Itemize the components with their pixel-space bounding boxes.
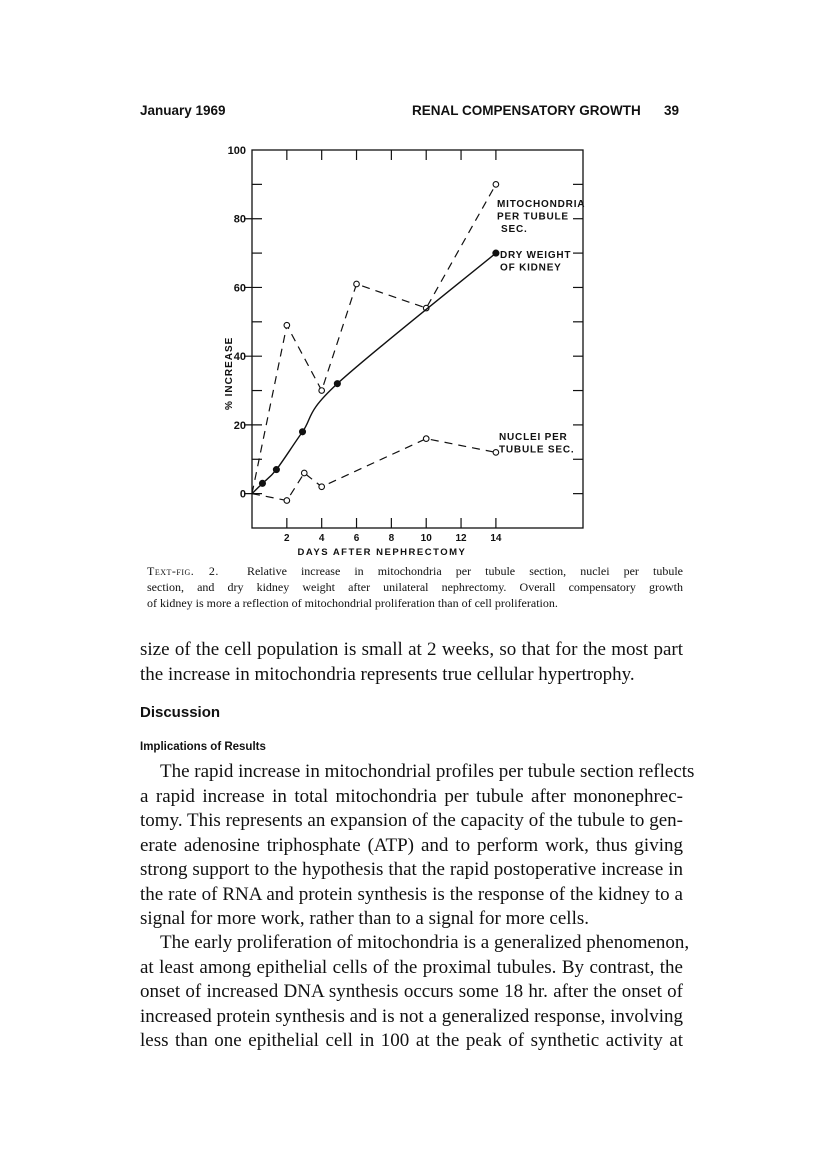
text-line: the rate of RNA and protein synthesis is the response of the kidney to a [140, 883, 683, 905]
series-line-nuclei-per-tubule-sec [252, 439, 496, 501]
caption-line: of kidney is more a reflection of mitochondrial proliferation than of cell proliferation. [147, 596, 558, 610]
figure-chart [0, 0, 816, 565]
paragraph-2 [140, 760, 695, 932]
paragraph-3 [140, 931, 690, 1054]
text-line: strong support to the hypothesis that the rapid postoperative increase in [140, 859, 683, 880]
text-line: size of the cell population is small at 2 weeks, so that for the most part [140, 639, 683, 660]
y-tick-label: 100 [227, 145, 246, 157]
data-point-dry-weight-of-kidney [259, 480, 265, 486]
header-date: January 1969 [140, 103, 226, 118]
data-point-nuclei-per-tubule-sec [284, 498, 290, 504]
text-line: increased protein synthesis and is not a generalized response, involving [140, 1005, 683, 1027]
series-label-mitochondria-per-tubule-sec: SEC. [501, 224, 528, 235]
series-label-dry-weight-of-kidney: OF KIDNEY [500, 262, 562, 274]
text-line: The rapid increase in mitochondrial profiles per tubule section reflects [160, 761, 695, 782]
x-tick-label: 12 [455, 533, 467, 544]
data-point-mitochondria-per-tubule-sec [284, 322, 290, 328]
text-line: a rapid increase in total mitochondria per tubule after mononephrec- [140, 785, 683, 807]
page-number: 39 [664, 103, 680, 118]
data-point-dry-weight-of-kidney [300, 429, 306, 435]
series-label-nuclei-per-tubule-sec: TUBULE SEC. [499, 444, 575, 456]
subsection-heading: Implications of Results [140, 741, 266, 753]
paragraph-1 [140, 638, 683, 687]
caption-line: section, and dry kidney weight after unilateral nephrectomy. Overall compensatory growth [147, 580, 683, 594]
series-label-nuclei-per-tubule-sec: NUCLEI PER [499, 432, 568, 443]
y-tick-label: 20 [233, 419, 246, 432]
data-point-nuclei-per-tubule-sec [493, 450, 499, 456]
series-line-dry-weight-of-kidney [252, 253, 496, 494]
text-line: at least among epithelial cells of the proximal tubules. By contrast, the [140, 956, 683, 978]
data-point-dry-weight-of-kidney [334, 381, 340, 387]
text-line: less than one epithelial cell in 100 at the peak of synthetic activity at [140, 1030, 683, 1051]
header-title: RENAL COMPENSATORY GROWTH [412, 103, 641, 118]
y-tick-label: 80 [233, 213, 246, 226]
series-label-dry-weight-of-kidney: DRY WEIGHT [500, 250, 572, 261]
figure-caption [147, 563, 683, 611]
data-point-nuclei-per-tubule-sec [301, 470, 307, 476]
data-point-nuclei-per-tubule-sec [319, 484, 325, 490]
x-tick-label: 10 [420, 533, 432, 544]
series-label-mitochondria-per-tubule-sec: MITOCHONDRIA [497, 199, 586, 210]
text-line: the increase in mitochondria represents true cellular hypertrophy. [140, 663, 635, 685]
caption-label: Text-fig. 2. [147, 564, 219, 578]
caption-line: Text-fig. 2. Relative increase in mitochondria per tubule section, nuclei per tubule [147, 564, 683, 578]
x-tick-label: 2 [284, 533, 290, 544]
data-point-mitochondria-per-tubule-sec [354, 281, 360, 287]
section-heading: Discussion [140, 704, 221, 721]
y-axis-title: % INCREASE [224, 336, 235, 411]
series-label-mitochondria-per-tubule-sec: PER TUBULE [497, 211, 569, 223]
y-tick-label: 0 [239, 488, 246, 501]
data-point-dry-weight-of-kidney [493, 250, 499, 256]
x-tick-label: 8 [388, 533, 395, 544]
y-tick-label: 60 [233, 282, 246, 295]
y-tick-label: 40 [233, 351, 246, 364]
data-point-mitochondria-per-tubule-sec [493, 182, 499, 188]
data-point-dry-weight-of-kidney [273, 467, 279, 473]
text-line: onset of increased DNA synthesis occurs some 18 hr. after the onset of [140, 981, 683, 1002]
data-point-mitochondria-per-tubule-sec [319, 388, 325, 394]
text-line: tomy. This represents an expansion of the capacity of the tubule to gen- [140, 810, 683, 831]
x-tick-label: 14 [490, 533, 502, 544]
text-line: erate adenosine triphosphate (ATP) and to perform work, thus giving [140, 834, 683, 856]
series-line-mitochondria-per-tubule-sec [252, 184, 496, 493]
x-tick-label: 4 [318, 533, 325, 544]
text-line: The early proliferation of mitochondria is a generalized phenomenon, [160, 932, 690, 953]
x-tick-label: 6 [353, 533, 360, 544]
x-axis-title: DAYS AFTER NEPHRECTOMY [297, 547, 467, 558]
text-line: signal for more work, rather than to a signal for more cells. [140, 908, 589, 929]
data-point-nuclei-per-tubule-sec [423, 436, 429, 442]
